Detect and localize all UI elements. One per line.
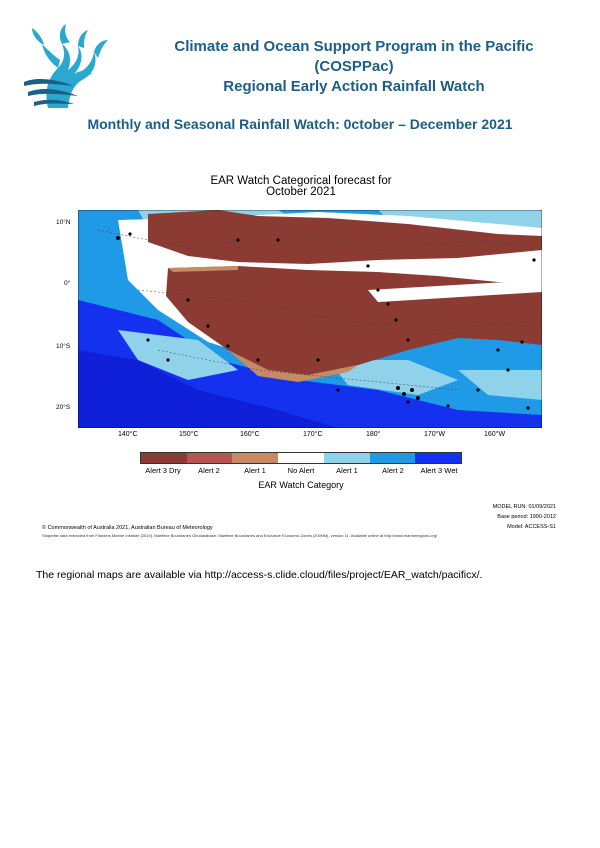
legend-swatch [278,453,324,463]
coral-logo-icon [18,20,118,108]
legend-label: No Alert [287,466,315,475]
map-title [36,176,566,198]
lon-label: 170°W [424,431,446,438]
legend-title: EAR Watch Category [258,480,344,490]
legend-colorbar [140,452,462,464]
lon-label: 160°W [484,431,506,438]
shapefile-credit: Shapefile data extracted from Flanders Marine Institute (2019). Maritime Boundaries Geodatabase: Maritime Boundaries and Exclusive Economic Zones (200NM), version 11. Available online at http://www.marineregions.org/ [42,533,438,538]
program-title: Climate and Ocean Support Program in the Pacific [174,38,534,55]
lon-label: 150°C [179,431,199,438]
lat-label: 20°S [56,404,71,411]
lon-label: 170°C [303,431,323,438]
report-subtitle: Monthly and Seasonal Rainfall Watch: 0ctober – December 2021 [87,116,513,132]
legend-label: Alert 3 Dry [145,466,181,475]
forecast-map [78,210,542,428]
legend-swatch [415,453,461,463]
legend-label: Alert 2 [198,466,220,475]
map-title-line1: EAR Watch Categorical forecast for [210,175,392,187]
legend-swatch [232,453,278,463]
base-period: Base period: 1990-2012 [497,514,556,520]
model-name: Model: ACCESS-S1 [507,524,556,530]
copyright: © Commonwealth of Australia 2021, Australian Bureau of Meteorology [42,525,213,531]
legend-label: Alert 2 [382,466,404,475]
legend-label: Alert 1 [244,466,266,475]
lat-label: 0° [64,280,71,287]
program-acronym: (COSPPac) [314,58,394,75]
forecast-figure [36,160,566,545]
lon-label: 180° [366,431,381,438]
model-run: MODEL RUN: 01/09/2021 [492,504,556,510]
legend-label: Alert 1 [336,466,358,475]
lon-label: 160°C [240,431,260,438]
legend-swatch [324,453,370,463]
legend-swatch [187,453,233,463]
regional-maps-note: The regional maps are available via http://access-s.clide.cloud/files/project/EAR_watch/pacificx/. [36,569,483,581]
legend-label: Alert 3 Wet [420,466,458,475]
legend-swatch [141,453,187,463]
legend-swatch [370,453,416,463]
lon-label: 140°C [118,431,138,438]
lat-label: 10°N [56,219,71,226]
map-title-line2: October 2021 [266,186,336,198]
legend-labels [140,466,462,475]
lat-label: 10°S [56,343,71,350]
watch-title: Regional Early Action Rainfall Watch [223,78,485,95]
